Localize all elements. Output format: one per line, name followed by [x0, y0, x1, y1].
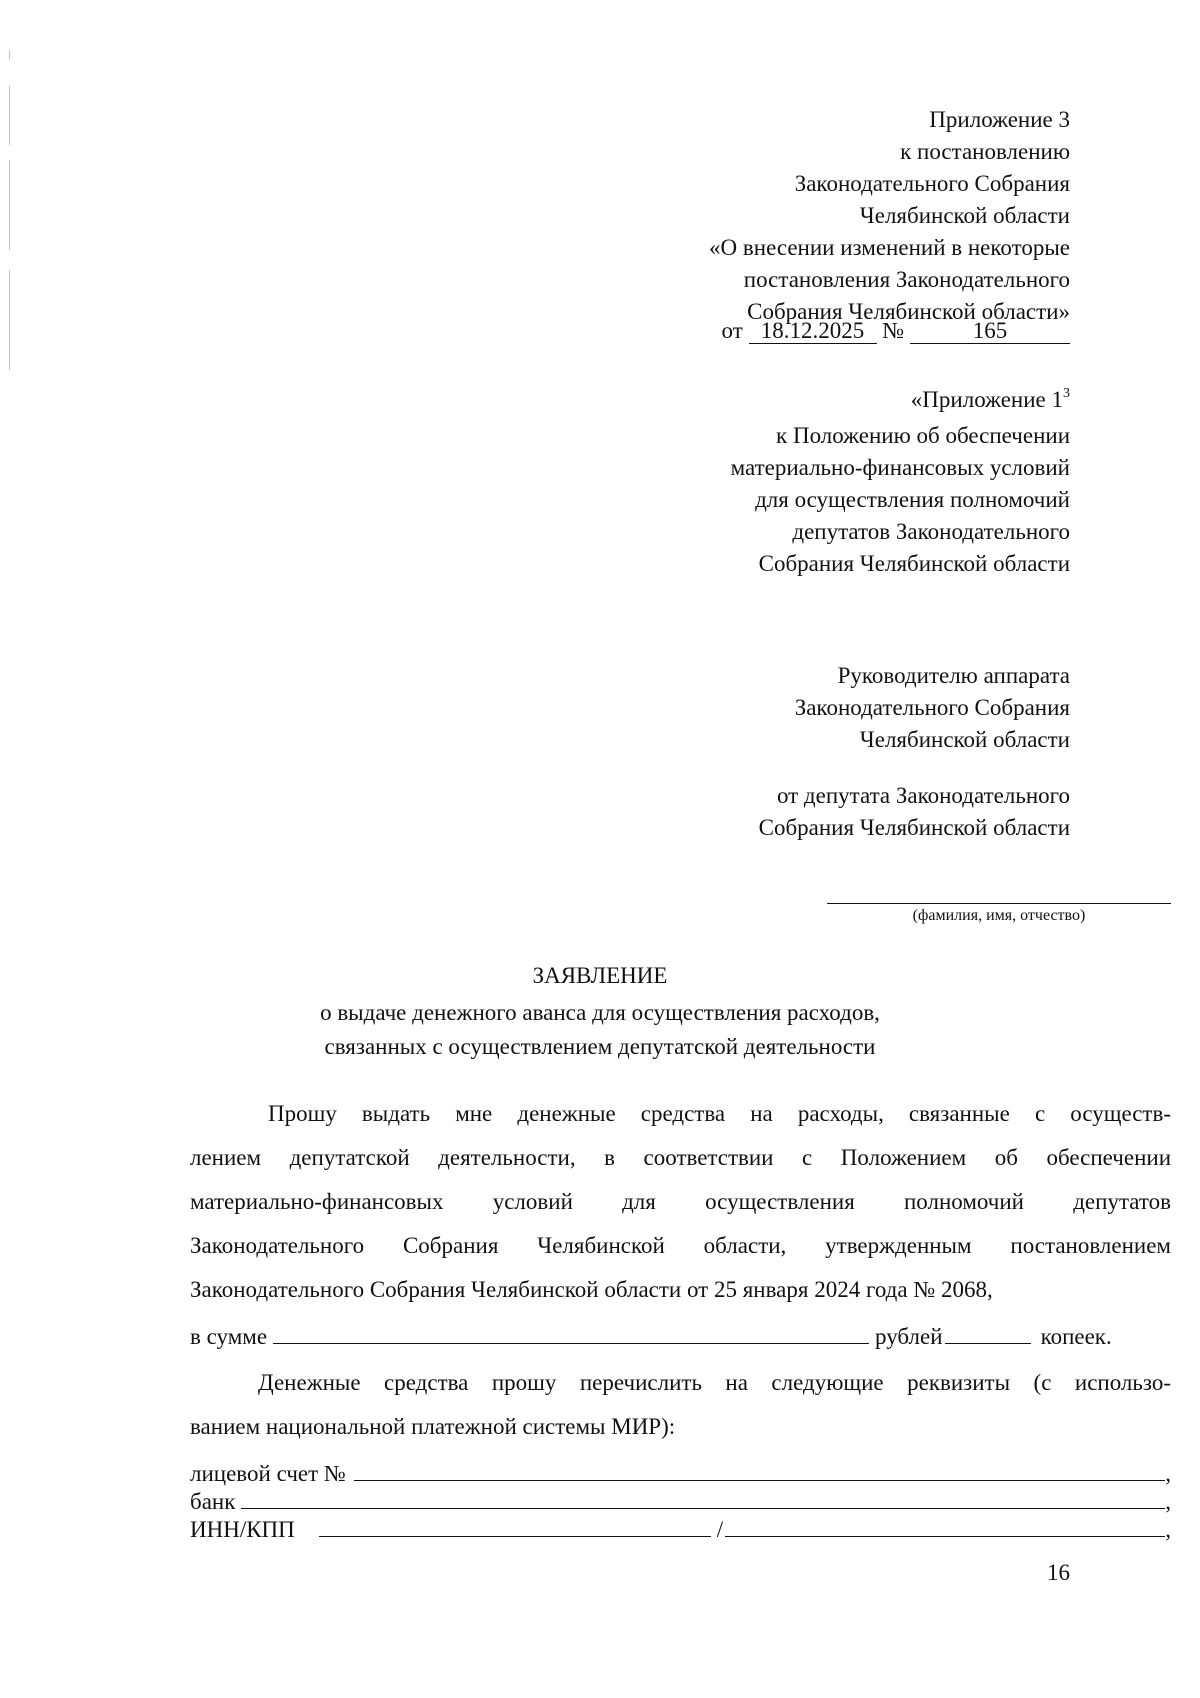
sum-label: в сумме [190, 1324, 268, 1349]
fio-caption: (фамилия, имя, отчество) [912, 907, 1086, 924]
header-line: Приложение 3 [929, 107, 1070, 132]
sender-block [759, 780, 1070, 844]
resolution-number: 165 [910, 319, 1070, 344]
appendix-line: материально-финансовых условий [730, 455, 1070, 480]
appendix-line: Собрания Челябинской области [758, 551, 1070, 576]
paragraph-line: Денежные средства прошу перечислить на следующие реквизиты (с использо- [258, 1370, 1171, 1395]
bank-label: банк [190, 1489, 236, 1514]
statement-subtitle: связанных с осуществлением депутатской деятельности [324, 1034, 876, 1059]
comma: , [1165, 1517, 1171, 1542]
appendix-line: для осуществления полномочий [755, 487, 1070, 512]
kpp-field[interactable] [725, 1516, 1165, 1537]
bank-row [190, 1488, 1171, 1515]
appendix-line: к Положению об обеспечении [776, 423, 1070, 448]
appendix-line: депутатов Законодательного [792, 519, 1070, 544]
date-number-line [722, 318, 1070, 344]
inn-kpp-row [190, 1516, 1171, 1543]
paragraph-line: ванием национальной платежной системы МИР): [190, 1414, 676, 1439]
statement-subtitle: о выдаче денежного аванса для осуществления расходов, [320, 1000, 880, 1025]
comma: , [1165, 1461, 1171, 1486]
scan-artifact [9, 50, 10, 60]
header-line: к постановлению [900, 139, 1070, 164]
inn-kpp-label: ИНН/КПП [190, 1517, 295, 1542]
paragraph-line: Законодательного Собрания Челябинской области, утвержденным постановлением [190, 1233, 1171, 1258]
resolution-date: 18.12.2025 [749, 319, 877, 344]
header-line: постановления Законодательного [743, 267, 1070, 292]
fio-signature-line [827, 903, 1171, 904]
paragraph-line: Законодательного Собрания Челябинской области от 25 января 2024 года № 2068, [190, 1277, 993, 1302]
superscript: 3 [1063, 386, 1070, 401]
slash-separator: / [716, 1517, 724, 1542]
header-line: Собрания Челябинской области» [747, 299, 1070, 324]
scan-artifact [9, 85, 10, 145]
account-row [190, 1460, 1171, 1487]
comma: , [1165, 1489, 1171, 1514]
header-line: Челябинской области [859, 203, 1070, 228]
sender-line: от депутата Законодательного [776, 783, 1070, 808]
requisites-paragraph [190, 1361, 1171, 1449]
paragraph-line: Прошу выдать мне денежные средства на расходы, связанные с осуществ- [268, 1101, 1171, 1126]
appendix-header [731, 384, 1070, 580]
bank-field[interactable] [241, 1488, 1165, 1509]
paragraph-line: материально-финансовых условий для осуществления полномочий депутатов [190, 1189, 1171, 1214]
sum-rubles-field[interactable] [273, 1323, 869, 1344]
request-paragraph [190, 1092, 1171, 1312]
account-number-field[interactable] [354, 1460, 1165, 1481]
scan-artifact [9, 160, 10, 250]
number-label: № [882, 318, 905, 343]
amount-line [190, 1323, 1171, 1350]
account-label: лицевой счет № [190, 1461, 346, 1486]
kopecks-label: копеек. [1040, 1324, 1112, 1349]
header-line: Законодательного Собрания [794, 171, 1070, 196]
date-label: от [721, 318, 743, 343]
appendix-title: «Приложение $1^3$ [910, 386, 1070, 412]
resolution-header [709, 104, 1070, 328]
sum-kopecks-field[interactable] [945, 1323, 1031, 1344]
header-line: «О внесении изменений в некоторые [709, 235, 1070, 260]
sender-line: Собрания Челябинской области [758, 815, 1070, 840]
addressee-block [795, 660, 1070, 756]
addressee-line: Законодательного Собрания [794, 695, 1070, 720]
addressee-line: Челябинской области [859, 727, 1070, 752]
page-number: 16 [1047, 1560, 1070, 1585]
addressee-line: Руководителю аппарата [837, 663, 1070, 688]
scan-artifact [9, 270, 10, 370]
paragraph-line: лением депутатской деятельности, в соответствии с Положением об обеспечении [190, 1145, 1171, 1170]
rubles-label: рублей [875, 1324, 943, 1349]
inn-field[interactable] [319, 1516, 711, 1537]
statement-title: ЗАЯВЛЕНИЕ [532, 963, 668, 988]
